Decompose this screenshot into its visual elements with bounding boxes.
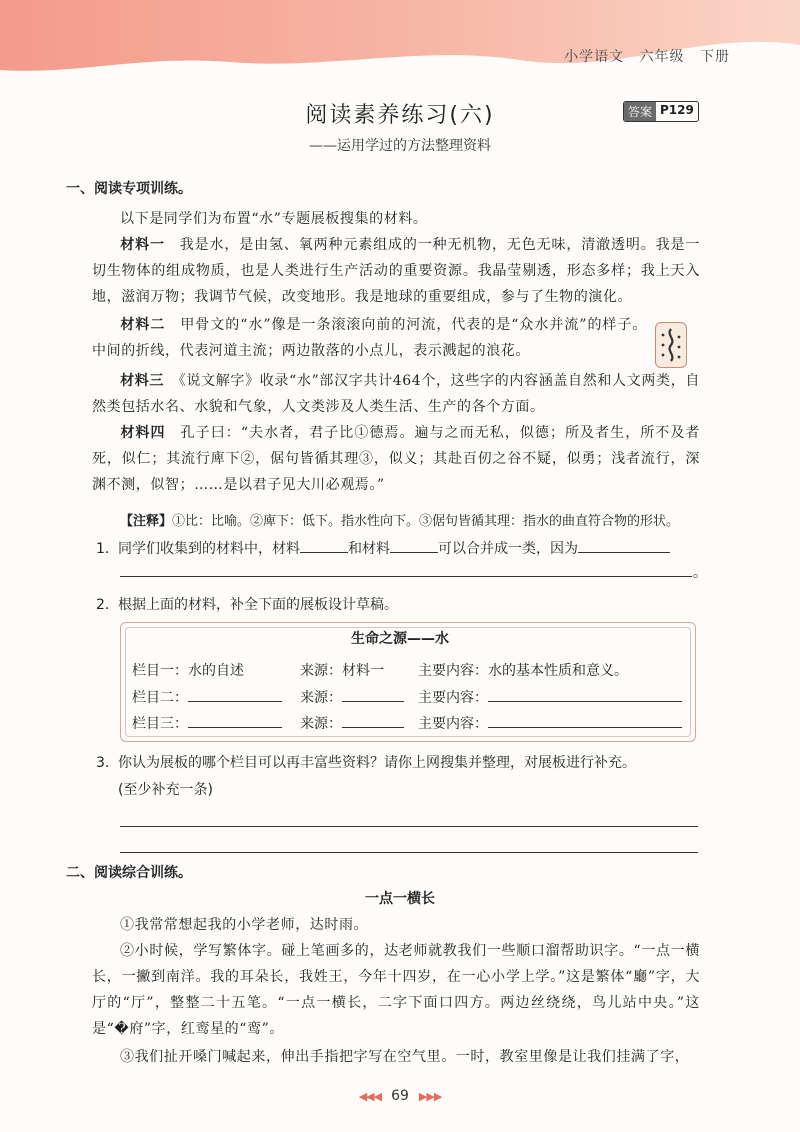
question-1-part-c: 可以合并成一类，因为 [438, 541, 578, 557]
board-row-2-column [132, 687, 282, 707]
book-header [554, 46, 730, 66]
material-3 [92, 368, 700, 420]
question-1-part-b: 和材料 [348, 541, 390, 557]
material-4-text: 孔子曰：“夫水者，君子比①德焉。遍与之而无私，似德；所及者生，所不及者死，似仁；其流行庳下②，倨句皆循其理③，似义；其赴百仞之谷不疑，似勇；浅者流行，深渊不测，似智；……是以君子见大川必观焉。” [92, 425, 700, 493]
material-1-label: 材料一 [120, 237, 165, 253]
board-row-1-column: 栏目一：水的自述 [132, 663, 244, 679]
q1-period: 。 [693, 565, 707, 581]
page-subtitle: ——运用学过的方法整理资料 [309, 138, 491, 154]
board-row-2-content-blank[interactable] [488, 687, 682, 702]
story-paragraph-3: ③我们扯开嗓门喊起来，伸出手指把字写在空气里。一时，教室里像是让我们挂满了字， [120, 1049, 690, 1065]
answer-blank-material-a[interactable] [300, 538, 348, 553]
section-2-heading: 二、阅读综合训练。 [66, 865, 192, 881]
answer-line-q3-1[interactable] [120, 826, 698, 827]
board-row-2-column-label: 栏目二： [132, 690, 188, 706]
section-1-heading: 一、阅读专项训练。 [66, 181, 192, 197]
intro-text: 以下是同学们为布置“水”专题展板搜集的材料。 [120, 211, 428, 227]
question-2-number: 2. [96, 597, 110, 613]
board-row-3-column-blank[interactable] [188, 713, 282, 728]
annotation-note [120, 510, 679, 529]
question-1-number: 1. [96, 541, 110, 557]
page-footer [0, 1088, 800, 1104]
material-1-text: 我是水，是由氢、氧两种元素组成的一种无机物，无色无味，清澈透明。我是一切生物体的组成物质，也是人类进行生产活动的重要资源。我晶莹剔透，形态多样；我上天入地，滋润万物；我调节气候，改变地形。我是地球的重要组成，参与了生物的演化。 [92, 237, 700, 305]
question-1-part-a: 同学们收集到的材料中，材料 [118, 541, 300, 557]
answer-label: 答案 [624, 102, 656, 121]
board-row-3-content-label: 主要内容： [418, 716, 488, 732]
material-4 [92, 420, 700, 498]
material-3-text: 《说文解字》收录“水”部汉字共计464个，这些字的内容涵盖自然和人文两类，自然类包括水名、水貌和气象，人文类涉及人类生活、生产的各个方面。 [92, 373, 700, 415]
board-row-2-source-blank[interactable] [342, 687, 404, 702]
material-1 [92, 232, 700, 310]
material-2 [92, 312, 647, 364]
material-4-label: 材料四 [120, 425, 166, 441]
board-row-1-source: 来源：材料一 [300, 663, 384, 679]
page-number: 69 [391, 1088, 409, 1104]
question-2 [96, 594, 398, 614]
board-row-3-content [418, 713, 682, 733]
story-paragraph-2: ②小时候，学写繁体字。碰上笔画多的，达老师就教我们一些顺口溜帮助识字。“一点一横长，一撇到南洋。我的耳朵长，我姓王，今年十四岁，在一心小学上学。”这是繁体“廳”字，大厅的“厅”，整整二十五笔。“一点一横长，二字下面口四方。两边丝绕绕，鸟儿站中央。”这是“�府”字，红鸾星的“鸾”。 [92, 943, 700, 1037]
board-row-3-column [132, 713, 282, 733]
board-row-3-source [300, 713, 404, 733]
board-row-3-column-label: 栏目三： [132, 716, 188, 732]
board-row-2-column-blank[interactable] [188, 687, 282, 702]
question-3-text: 你认为展板的哪个栏目可以再丰富些资料？请你上网搜集并整理，对展板进行补充。 [118, 755, 636, 771]
answer-blank-material-b[interactable] [390, 538, 438, 553]
story-title: 一点一横长 [365, 891, 435, 907]
right-arrows-icon: ▶▶▶ [418, 1090, 442, 1103]
board-title: 生命之源——水 [351, 631, 449, 647]
board-row-2-content [418, 687, 682, 707]
left-arrows-icon: ◀◀◀ [358, 1090, 382, 1103]
board-row-3-source-blank[interactable] [342, 713, 404, 728]
board-row-2-source-label: 来源： [300, 690, 342, 706]
board-row-3-content-blank[interactable] [488, 713, 682, 728]
page-title: 阅读素养练习(六) [305, 103, 495, 128]
board-row-3-source-label: 来源： [300, 716, 342, 732]
volume-label: 下册 [700, 49, 730, 65]
story-paragraph-1: ①我常常想起我的小学老师，达时雨。 [120, 917, 369, 933]
answer-line-q1[interactable] [120, 576, 692, 577]
material-2-label: 材料二 [120, 317, 166, 333]
material-3-label: 材料三 [120, 373, 165, 389]
oracle-water-glyph-icon [655, 322, 687, 368]
question-3-number: 3. [96, 755, 110, 771]
board-row-1-content: 主要内容：水的基本性质和意义。 [418, 663, 628, 679]
subject-label: 小学语文 [564, 49, 625, 65]
header-banner [0, 0, 800, 80]
answer-blank-reason[interactable] [578, 538, 670, 553]
answer-page: P129 [660, 103, 694, 117]
answer-tag [623, 101, 699, 122]
question-3 [96, 752, 636, 772]
note-label: 【注释】 [120, 514, 173, 529]
material-2-text: 甲骨文的“水”像是一条滚滚向前的河流，代表的是“众水并流”的样子。中间的折线，代表河道主流；两边散落的小点儿，表示溅起的浪花。 [92, 317, 647, 359]
question-1 [96, 538, 670, 558]
note-text: ①比：比喻。②庳下：低下。指水性向下。③倨句皆循其理：指水的曲直符合物的形状。 [172, 514, 680, 529]
answer-line-q3-2[interactable] [120, 852, 698, 853]
board-row-2-content-label: 主要内容： [418, 690, 488, 706]
board-row-2-source [300, 687, 404, 707]
question-2-text: 根据上面的材料，补全下面的展板设计草稿。 [118, 597, 398, 613]
grade-label: 六年级 [639, 49, 685, 65]
question-3-sub: (至少补充一条) [118, 782, 213, 798]
